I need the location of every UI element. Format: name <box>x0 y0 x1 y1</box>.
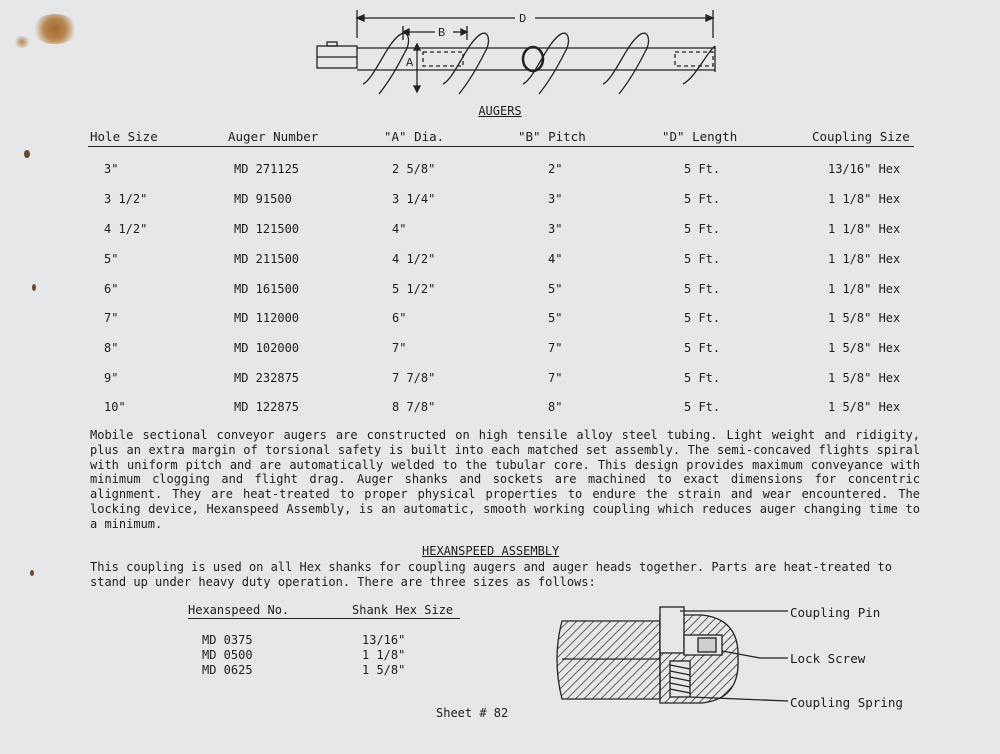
cell-coupling-size: 1 5/8" Hex <box>828 311 901 325</box>
hexanspeed-heading: HEXANSPEED ASSEMBLY <box>422 544 560 558</box>
description-paragraph: Mobile sectional conveyor augers are constructed on high tensile alloy steel tubing. Light weight and ridigity, plus an extra margin of torsional safety is built into each matched set assembly. The semi-concaved flights spiral with uniform pitch and are automatically welded to the tubular core. This design provides maximum conveyance with minimum clogging and flight drag. Auger shanks and sockets are machined to exact dimensions for concentric alignment. They are heat-treated to proper physical properties to endure the strain and wear encountered. The locking device, Hexanspeed Assembly, is an automatic, smooth working coupling which reduces auger changing time to a minimum. <box>90 428 920 531</box>
cell-b-pitch: 7" <box>548 341 563 355</box>
cell-b-pitch: 2" <box>548 162 563 176</box>
cell-a-dia: 4" <box>392 222 407 236</box>
cell-hexanspeed-no: MD 0500 <box>202 648 253 662</box>
cell-a-dia: 3 1/4" <box>392 192 436 206</box>
col-header-shank-hex-size: Shank Hex Size <box>352 603 454 617</box>
cell-b-pitch: 3" <box>548 222 563 236</box>
cell-b-pitch: 4" <box>548 252 563 266</box>
stain-mark <box>24 150 30 158</box>
lock-screw-label: Lock Screw <box>790 651 866 666</box>
cell-auger-number: MD 102000 <box>234 341 300 355</box>
coupling-pin-label: Coupling Pin <box>790 605 881 620</box>
cell-coupling-size: 13/16" Hex <box>828 162 901 176</box>
cell-auger-number: MD 161500 <box>234 282 300 296</box>
cell-a-dia: 2 5/8" <box>392 162 436 176</box>
cell-a-dia: 5 1/2" <box>392 282 436 296</box>
sheet-number: Sheet # 82 <box>436 706 509 720</box>
col-header-hexanspeed-no: Hexanspeed No. <box>188 603 290 617</box>
cell-hole-size: 9" <box>104 371 119 385</box>
cell-b-pitch: 5" <box>548 311 563 325</box>
stain-mark <box>14 36 30 48</box>
cell-hole-size: 10" <box>104 400 126 414</box>
cell-hole-size: 5" <box>104 252 119 266</box>
cell-d-length: 5 Ft. <box>684 400 721 414</box>
cell-hole-size: 4 1/2" <box>104 222 148 236</box>
hexanspeed-intro: This coupling is used on all Hex shanks for coupling augers and auger heads together. Parts are heat-treated to stand up under heavy duty operation. There are three sizes as follows: <box>90 560 892 589</box>
col-header-coupling-size: Coupling Size <box>812 129 910 144</box>
col-header-hole-size: Hole Size <box>90 129 158 144</box>
cell-hole-size: 7" <box>104 311 119 325</box>
cell-hole-size: 8" <box>104 341 119 355</box>
sub-header-rule <box>188 618 460 619</box>
cell-coupling-size: 1 5/8" Hex <box>828 371 901 385</box>
cell-shank-hex-size: 1 5/8" <box>362 663 406 677</box>
cell-coupling-size: 1 1/8" Hex <box>828 192 901 206</box>
cell-d-length: 5 Ft. <box>684 341 721 355</box>
cell-auger-number: MD 122875 <box>234 400 300 414</box>
cell-hole-size: 3" <box>104 162 119 176</box>
col-header-auger-number: Auger Number <box>228 129 319 144</box>
cell-hexanspeed-no: MD 0625 <box>202 663 253 677</box>
cell-auger-number: MD 232875 <box>234 371 300 385</box>
cell-auger-number: MD 121500 <box>234 222 300 236</box>
cell-b-pitch: 5" <box>548 282 563 296</box>
cell-d-length: 5 Ft. <box>684 371 721 385</box>
cell-d-length: 5 Ft. <box>684 311 721 325</box>
cell-a-dia: 4 1/2" <box>392 252 436 266</box>
cell-b-pitch: 3" <box>548 192 563 206</box>
cell-hole-size: 3 1/2" <box>104 192 148 206</box>
cell-d-length: 5 Ft. <box>684 222 721 236</box>
cell-d-length: 5 Ft. <box>684 192 721 206</box>
cell-d-length: 5 Ft. <box>684 162 721 176</box>
cell-a-dia: 6" <box>392 311 407 325</box>
cell-auger-number: MD 112000 <box>234 311 300 325</box>
cell-d-length: 5 Ft. <box>684 282 721 296</box>
header-rule <box>88 146 914 147</box>
coupling-spring-label: Coupling Spring <box>790 695 903 710</box>
dim-b-label: B <box>438 26 446 40</box>
cell-a-dia: 8 7/8" <box>392 400 436 414</box>
cell-hole-size: 6" <box>104 282 119 296</box>
cell-hexanspeed-no: MD 0375 <box>202 633 253 647</box>
cell-b-pitch: 7" <box>548 371 563 385</box>
auger-drawing <box>305 8 725 108</box>
cell-a-dia: 7 7/8" <box>392 371 436 385</box>
dim-d-label: D <box>519 12 527 26</box>
cell-shank-hex-size: 1 1/8" <box>362 648 406 662</box>
dim-a-label: A <box>406 56 414 70</box>
cell-coupling-size: 1 1/8" Hex <box>828 252 901 266</box>
cell-auger-number: MD 91500 <box>234 192 292 206</box>
stain-mark <box>32 14 78 44</box>
cell-coupling-size: 1 1/8" Hex <box>828 222 901 236</box>
cell-b-pitch: 8" <box>548 400 563 414</box>
stain-mark <box>32 284 36 291</box>
cell-auger-number: MD 211500 <box>234 252 300 266</box>
stain-mark <box>30 570 34 576</box>
col-header-d-length: "D" Length <box>662 129 738 144</box>
cell-coupling-size: 1 1/8" Hex <box>828 282 901 296</box>
cell-d-length: 5 Ft. <box>684 252 721 266</box>
augers-title: AUGERS <box>478 104 522 118</box>
cell-coupling-size: 1 5/8" Hex <box>828 400 901 414</box>
cell-shank-hex-size: 13/16" <box>362 633 406 647</box>
cell-a-dia: 7" <box>392 341 407 355</box>
cell-coupling-size: 1 5/8" Hex <box>828 341 901 355</box>
cell-auger-number: MD 271125 <box>234 162 300 176</box>
col-header-b-pitch: "B" Pitch <box>518 129 586 144</box>
col-header-a-dia: "A" Dia. <box>384 129 445 144</box>
